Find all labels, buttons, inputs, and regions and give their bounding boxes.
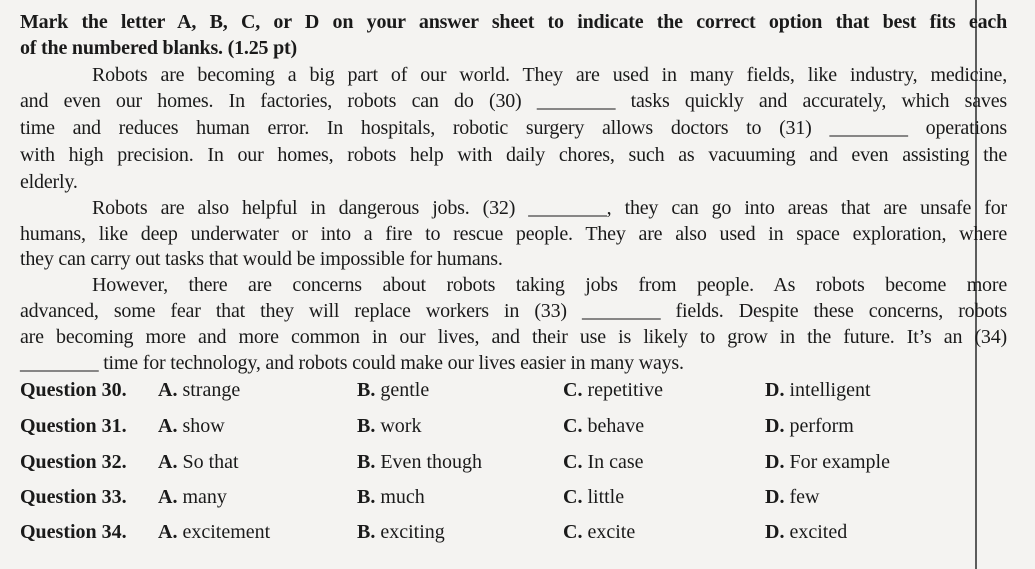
answer-option[interactable] [563,450,644,474]
option-text: In case [587,451,644,473]
option-letter: C. [563,451,583,473]
option-text: many [182,486,227,508]
passage-line: ________ time for technology, and robots could make our lives easier in many ways. [20,352,684,374]
answer-option[interactable] [357,485,425,509]
passage-line: elderly. [20,171,78,193]
option-letter: B. [357,521,376,543]
option-letter: C. [563,486,583,508]
answer-option[interactable] [158,485,227,509]
option-letter: A. [158,379,178,401]
option-text: So that [182,451,239,473]
answer-option[interactable] [158,378,240,402]
answer-option[interactable] [357,414,421,438]
passage-line: are becoming more and more common in our lives, and their use is likely to grow in the future. It’s an (34) [20,326,1007,348]
answer-option[interactable] [158,450,239,474]
option-text: excitement [182,521,271,543]
option-text: much [380,486,425,508]
answer-option[interactable] [158,520,270,544]
option-text: perform [789,415,854,437]
option-text: show [182,415,225,437]
option-letter: A. [158,451,178,473]
option-letter: B. [357,451,376,473]
option-letter: A. [158,415,178,437]
answer-option[interactable] [357,378,429,402]
option-letter: C. [563,521,583,543]
passage-line: time and reduces human error. In hospitals, robotic surgery allows doctors to (31) ________ operations [20,117,1007,139]
answer-option[interactable] [563,414,644,438]
option-letter: A. [158,521,178,543]
option-text: strange [182,379,241,401]
question-label: Question 30. [20,379,127,401]
answer-option[interactable] [357,520,445,544]
option-letter: D. [765,521,785,543]
question-label: Question 33. [20,486,127,508]
option-text: For example [789,451,890,473]
answer-option[interactable] [357,450,482,474]
option-text: excited [789,521,848,543]
question-label: Question 31. [20,415,127,437]
passage-line: they can carry out tasks that would be impossible for humans. [20,248,503,270]
answer-option[interactable] [158,414,225,438]
option-letter: B. [357,415,376,437]
option-text: excite [587,521,636,543]
answer-option[interactable] [765,378,871,402]
option-text: behave [587,415,645,437]
option-text: little [587,486,625,508]
answer-option[interactable] [563,520,635,544]
option-letter: B. [357,379,376,401]
instruction-line-2: of the numbered blanks. (1.25 pt) [20,37,297,59]
passage-line: Robots are also helpful in dangerous jobs. (32) ________, they can go into areas that are unsafe for [92,197,1007,219]
option-text: gentle [380,379,430,401]
option-letter: D. [765,451,785,473]
option-text: intelligent [789,379,871,401]
option-letter: B. [357,486,376,508]
instruction-line-1: Mark the letter A, B, C, or D on your answer sheet to indicate the correct option that best fits each [20,11,1007,33]
option-letter: D. [765,379,785,401]
answer-option[interactable] [765,520,847,544]
question-label: Question 34. [20,521,127,543]
answer-option[interactable] [765,414,854,438]
passage-line: with high precision. In our homes, robots help with daily chores, such as vacuuming and even assisting the [20,144,1007,166]
answer-option[interactable] [563,378,663,402]
option-text: repetitive [587,379,663,401]
option-text: work [380,415,422,437]
option-text: exciting [380,521,445,543]
answer-option[interactable] [765,450,890,474]
option-letter: C. [563,379,583,401]
passage-line: advanced, some fear that they will replace workers in (33) ________ fields. Despite these concerns, robots [20,300,1007,322]
passage-line: However, there are concerns about robots taking jobs from people. As robots become more [92,274,1007,296]
option-text: few [789,486,820,508]
option-letter: D. [765,486,785,508]
passage-line: humans, like deep underwater or into a fire to rescue people. They are also used in space exploration, where [20,223,1007,245]
option-text: Even though [380,451,482,473]
question-label: Question 32. [20,451,127,473]
passage-line: and even our homes. In factories, robots can do (30) ________ tasks quickly and accurately, which saves [20,90,1007,112]
answer-option[interactable] [765,485,819,509]
option-letter: A. [158,486,178,508]
answer-option[interactable] [563,485,624,509]
option-letter: C. [563,415,583,437]
passage-line: Robots are becoming a big part of our world. They are used in many fields, like industry, medicine, [92,64,1007,86]
option-letter: D. [765,415,785,437]
